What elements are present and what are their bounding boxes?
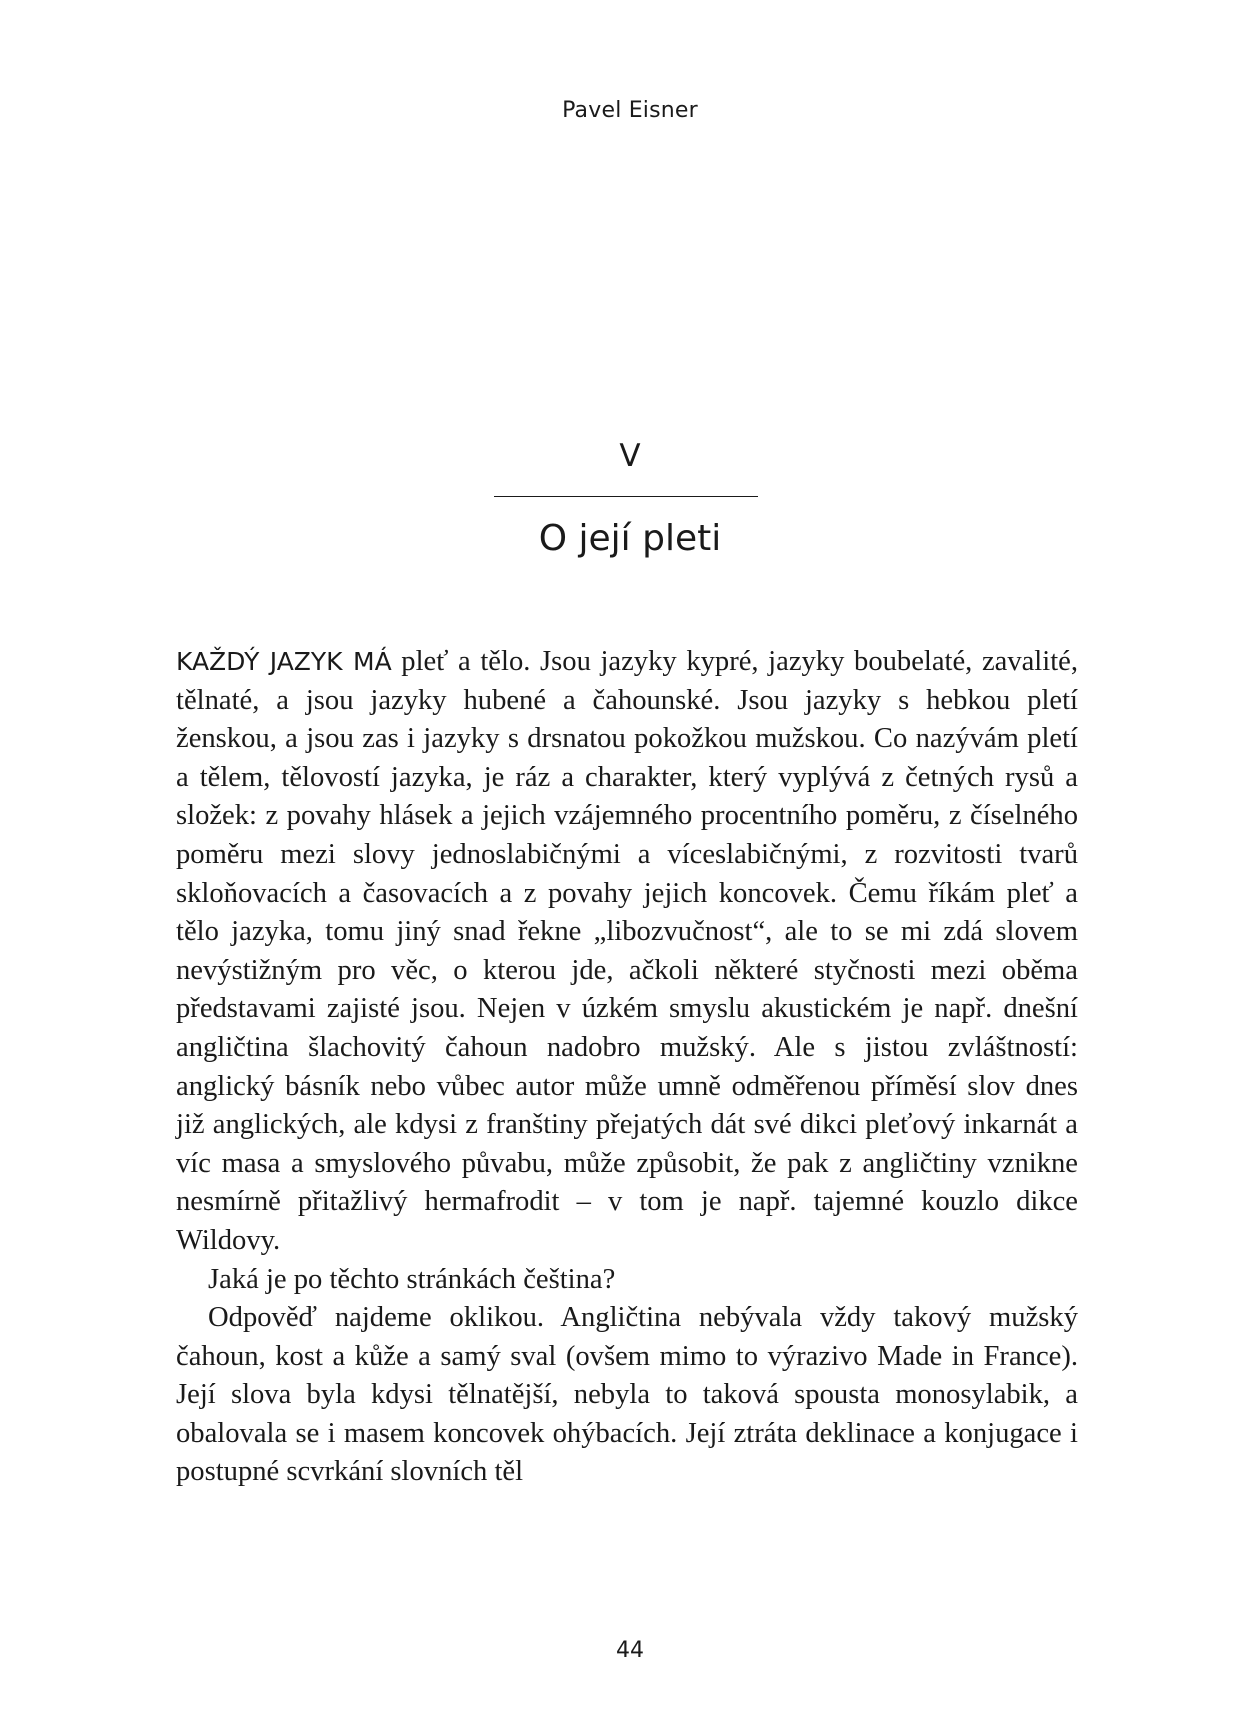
page-number: 44 [616,1638,644,1663]
chapter-title: O její pleti [538,518,722,559]
paragraph-2: Jaká je po těchto stránkách čeština? [208,1263,616,1295]
body-text [176,643,1078,1492]
chapter-number: V [619,438,641,474]
paragraph-1 [176,643,1078,1261]
paragraph-lead-in: KAŽDÝ JAZYK MÁ [176,647,392,676]
paragraph-3: Odpověď najdeme oklikou. Angličtina nebývala vždy takový mužský čahoun, kost a kůže a samý sval (ovšem mimo to výrazivo Made in France). Její slova byla kdysi tělnatější, nebyla to taková spousta monosylabik, a obalovala se i masem koncovek ohýbacích. Její ztráta deklinace a konjugace i postupné scvrkání slovních těl [176,1302,1078,1488]
chapter-divider-rule [494,496,758,497]
running-header-author: Pavel Eisner [562,98,698,123]
paragraph-1-text: pleť a tělo. Jsou jazyky kypré, jazyky boubelaté, zavalité, tělnaté, a jsou jazyky hubené a čahounské. Jsou jazyky s hebkou pletí ženskou, a jsou zas i jazyky s drsnatou pokožkou mužskou. Co nazývám pletí a tělem, tělovostí jazyka, je ráz a charakter, který vyplývá z četných rysů a složek: z povahy hlásek a jejich vzájemného procentního poměru, z číselného poměru mezi slovy jednoslabičnými a víceslabičnými, z rozvitosti tvarů skloňovacích a časovacích a z povahy jejich koncovek. Čemu říkám pleť a tělo jazyka, tomu jiný snad řekne „libozvučnost“, ale to se mi zdá slovem nevýstižným pro věc, o kterou jde, ačkoli některé styčnosti mezi oběma představami zajisté jsou. Nejen v úzkém smyslu akustickém je např. dnešní angličtina šlachovitý čahoun nadobro mužský. Ale s jistou zvláštností: anglický básník nebo vůbec autor může umně odměřenou příměsí slov dnes již anglických, ale kdysi z franštiny přejatých dát své dikci pleťový inkarnát a víc masa a smyslového půvabu, může způsobit, že pak z angličtiny vznikne nesmírně přitažlivý hermafrodit – v tom je např. tajemné kouzlo dikce Wildovy. [176,646,1078,1256]
